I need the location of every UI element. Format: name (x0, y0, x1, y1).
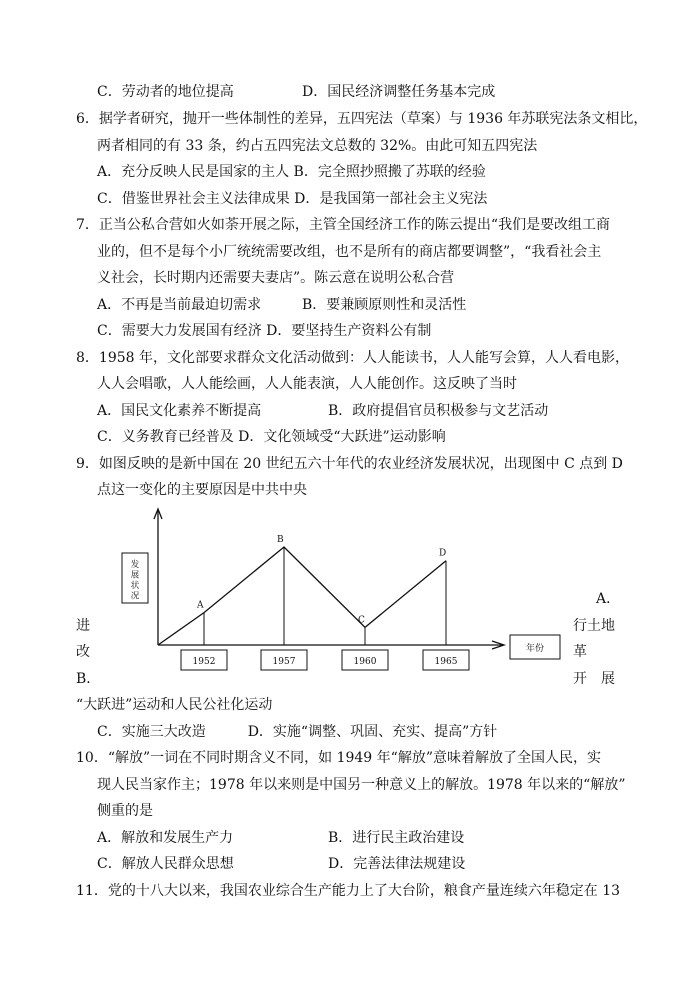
question-7-options-cd: C．需要大力发展国有经济 D．要坚持生产资料公有制 (97, 323, 432, 339)
agriculture-development-chart (112, 505, 545, 675)
point-label-c: C (358, 615, 365, 626)
question-9-option-b-text-right: 开 展 (573, 671, 615, 687)
question-7-stem-2: 业的，但不是每个小厂统统需要改组，也不是所有的商店都要调整”，“我看社会主 (97, 244, 602, 260)
category-label-1952: 1952 (192, 657, 216, 667)
question-6-stem-2: 两者相同的有 33 条，约占五四宪法文总数的 32%。由此可知五四宪法 (97, 138, 538, 154)
question-8-stem-1: 8．1958 年，文化部要求群众文化活动做到：人人能读书，人人能写会算，人人看电影， (76, 350, 629, 366)
question-10-stem-2: 现人民当家作主；1978 年以来则是中国另一种意义上的解放。1978 年以来的“解放” (97, 777, 626, 793)
question-9-options-cd: C．实施三大改造 D．实施“调整、巩固、充实、提高”方针 (97, 724, 498, 740)
question-10-option-a: A．解放和发展生产力 (97, 830, 234, 846)
question-9-option-a-text-left-1: 进 (76, 618, 90, 634)
question-7-option-a: A．不再是当前最迫切需求 (97, 297, 262, 313)
question-9-option-a-text-right-1: 行土地 (573, 618, 615, 634)
question-7-option-b: B．要兼顾原则性和灵活性 (302, 297, 467, 313)
category-label-1960: 1960 (353, 657, 377, 667)
question-10-option-b: B．进行民主政治建设 (328, 830, 465, 846)
question-8-stem-2: 人人会唱歌，人人能绘画，人人能表演，人人能创作。这反映了当时 (97, 376, 517, 392)
question-6-stem-1: 6．据学者研究，抛开一些体制性的差异，五四宪法（草案）与 1936 年苏联宪法条文相比， (76, 111, 648, 127)
question-11-stem-1: 11．党的十八大以来，我国农业综合生产能力上了大台阶，粮食产量连续六年稳定在 13 (76, 883, 621, 899)
question-8-options-cd: C．义务教育已经普及 D．文化领域受“大跃进”运动影响 (97, 429, 446, 445)
question-7-stem-1: 7．正当公私合营如火如荼开展之际，主管全国经济工作的陈云提出“我们是要改组工商 (76, 217, 611, 233)
category-label-1957: 1957 (272, 657, 296, 667)
question-8-option-b: B．政府提倡官员积极参与文艺活动 (328, 403, 549, 419)
question-7-stem-3: 义社会，长时期内还需要夫妻店”。陈云意在说明公私合营 (97, 270, 455, 286)
question-9-option-b-label: B． (76, 671, 101, 687)
point-label-b: B (277, 535, 284, 545)
question-6-options-cd: C．借鉴世界社会主义法律成果 D．是我国第一部社会主义宪法 (97, 191, 488, 207)
question-9-option-a-text-right-2: 革 (573, 644, 587, 660)
point-label-d: D (439, 548, 447, 559)
question-10-option-d: D．完善法律法规建设 (328, 856, 466, 872)
question-9-stem-1: 9．如图反映的是新中国在 20 世纪五六十年代的农业经济发展状况，出现图中 C 点到 D (76, 456, 623, 472)
option-6c-line: C．劳动者的地位提高 (97, 84, 234, 100)
y-axis-label: 发展状况 (130, 560, 140, 602)
x-axis-label: 年份 (525, 644, 545, 654)
category-label-1965: 1965 (434, 657, 458, 667)
question-10-stem-1: 10．“解放”一词在不同时期含义不同，如 1949 年“解放”意味着解放了全国人民，实 (76, 750, 601, 766)
option-6d-line: D．国民经济调整任务基本完成 (302, 84, 496, 100)
question-9-stem-2: 点这一变化的主要原因是中共中央 (97, 482, 307, 498)
question-10-option-c: C．解放人民群众思想 (97, 856, 234, 872)
series-line (158, 547, 446, 645)
question-9-option-a-text-left-2: 改 (76, 644, 90, 660)
chart-axes (154, 509, 504, 649)
point-label-a: A (197, 600, 204, 611)
question-10-stem-3: 侧重的是 (97, 803, 153, 819)
question-9-option-b-text: “大跃进”运动和人民公社化运动 (76, 697, 273, 713)
question-9-option-a-label: A． (596, 591, 621, 607)
question-6-options-ab: A．充分反映人民是国家的主人 B．完全照抄照搬了苏联的经验 (97, 164, 486, 180)
question-8-option-a: A．国民文化素养不断提高 (97, 403, 262, 419)
